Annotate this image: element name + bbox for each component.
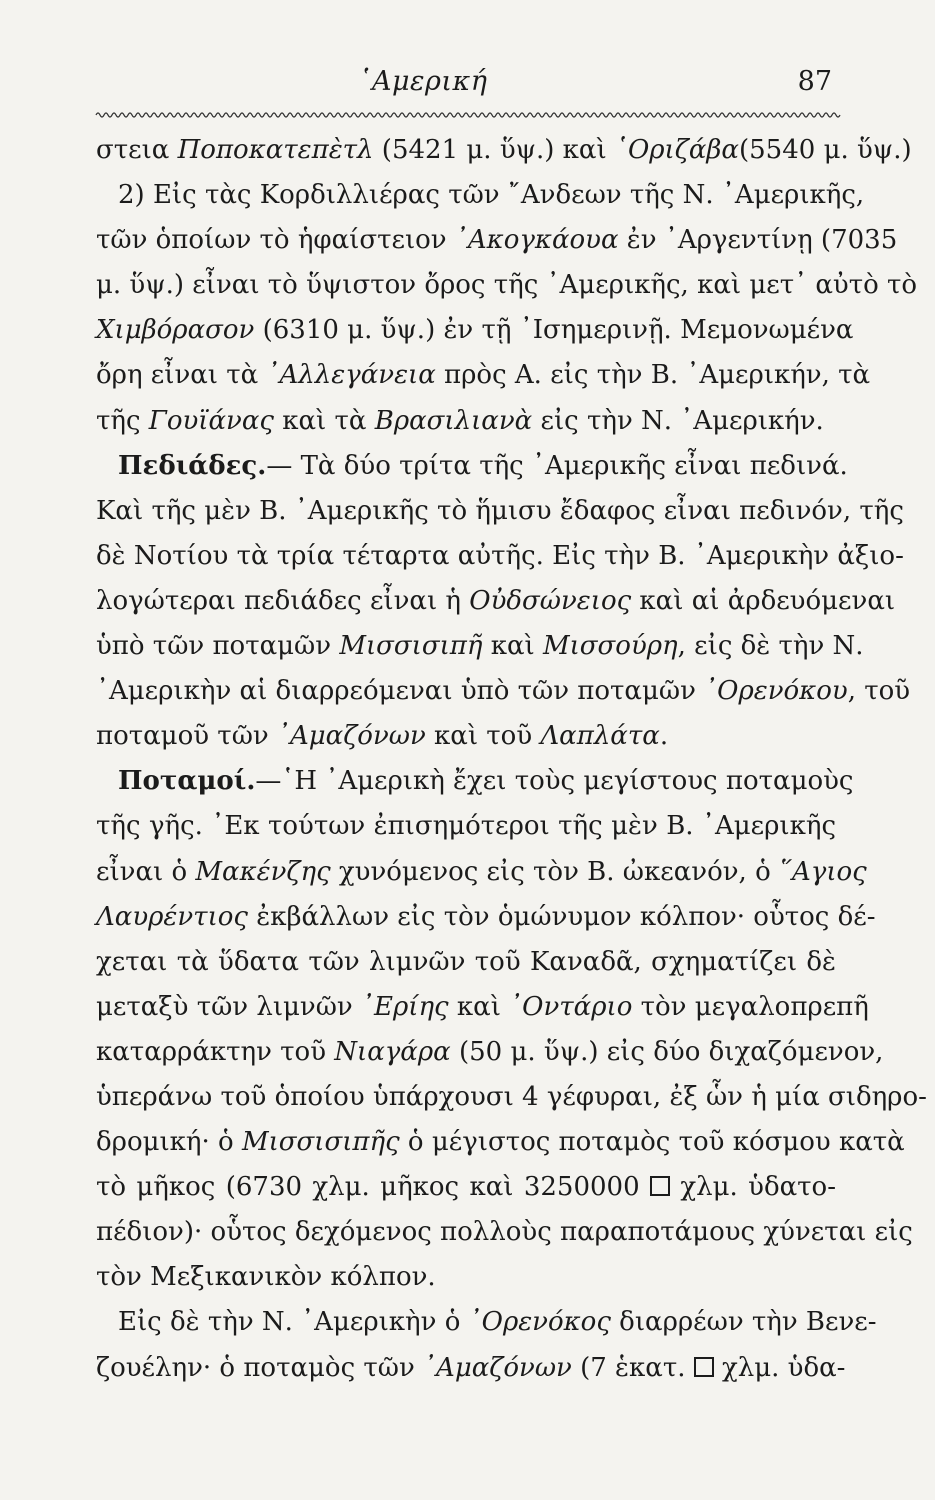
running-title: ῾Αμερική: [358, 66, 488, 97]
text-run: καταρράκτην τοῦ: [96, 1036, 335, 1067]
italic-place-name: Χιμβόρασον: [96, 315, 255, 346]
text-line: [96, 1255, 836, 1300]
text-run: .: [659, 721, 669, 752]
italic-place-name: Μισσισιπῆ: [339, 631, 483, 662]
text-run: καὶ: [482, 631, 543, 662]
italic-place-name: Λαπλάτα: [540, 721, 660, 752]
text-run: τῆς γῆς. ᾿Εκ τούτων ἐπισημότεροι τῆς μὲν Β. ᾿Αμερικῆς: [96, 811, 836, 842]
text-line: [96, 263, 918, 308]
text-run: , τοῦ: [847, 676, 911, 707]
text-line: [96, 895, 876, 940]
text-run: —῾Η ᾿Αμερικὴ ἔχει τοὺς μεγίστους ποταμοὺς: [255, 766, 854, 797]
italic-place-name: ῞Αγιος: [779, 856, 867, 887]
text-run: χλμ. ὑδα-: [713, 1352, 846, 1383]
text-run: — Τὰ δύο τρίτα τῆς ᾿Αμερικῆς εἶναι πεδινά.: [266, 450, 848, 481]
text-line: [96, 128, 912, 173]
text-line: [96, 1346, 846, 1391]
text-run: τὸν μεγαλοπρεπῆ: [632, 991, 869, 1022]
text-run: (50 μ. ὕψ.) εἰς δύο διχαζόμενον,: [450, 1036, 884, 1067]
text-run: λογώτεραι πεδιάδες εἶναι ἡ: [96, 585, 470, 616]
text-run: (5421 μ. ὕψ.) καὶ: [373, 135, 615, 165]
section-heading: Πεδιάδες.: [118, 450, 267, 481]
italic-place-name: Μακένζης: [195, 856, 331, 887]
text-line: [96, 850, 867, 895]
text-run: τὸ μῆκος (6730 χλμ. μῆκος καὶ 3250000: [96, 1172, 651, 1203]
text-run: καὶ αἱ ἀρδευόμεναι: [631, 585, 896, 616]
text-line: [96, 940, 836, 985]
text-run: ὄρη εἶναι τὰ: [96, 360, 267, 391]
italic-place-name: Λαυρέντιος: [96, 901, 248, 932]
text-line: [96, 579, 896, 624]
text-run: ὁ μέγιστος ποταμὸς τοῦ κόσμου κατὰ: [399, 1127, 905, 1158]
text-run: , εἰς δὲ τὴν Ν.: [677, 631, 864, 662]
text-run: εἶναι ὁ: [96, 856, 196, 887]
body-text: [96, 128, 927, 1391]
text-run: χεται τὰ ὕδατα τῶν λιμνῶν τοῦ Καναδᾶ, σχηματίζει δὲ: [96, 946, 836, 977]
square-symbol-icon: [694, 1357, 714, 1377]
text-line: [96, 173, 865, 218]
section-heading: Ποταμοί.: [118, 766, 256, 797]
text-run: διαρρέων τὴν Βενε-: [610, 1307, 877, 1338]
italic-place-name: Ποποκατεπὲτλ: [177, 135, 374, 165]
text-run: ἐν ᾿Αργεντίνῃ (7035: [618, 225, 898, 256]
text-run: Καὶ τῆς μὲν Β. ᾿Αμερικῆς τὸ ἥμισυ ἔδαφος εἶναι πεδινόν, τῆς: [96, 495, 904, 526]
square-symbol-icon: [650, 1176, 670, 1196]
text-run: μ. ὕψ.) εἶναι τὸ ὕψιστον ὄρος τῆς ᾿Αμερικῆς, καὶ μετ᾿ αὐτὸ τὸ: [96, 270, 918, 301]
italic-place-name: Οὐδσώνειος: [469, 585, 632, 616]
text-line: [96, 444, 848, 489]
text-line: [96, 759, 854, 804]
text-run: εἰς τὴν Ν. ᾿Αμερικήν.: [532, 405, 824, 436]
text-line: [96, 399, 836, 444]
text-run: ᾿Αμερικὴν αἱ διαρρεόμεναι ὑπὸ τῶν ποταμῶν: [96, 676, 705, 707]
text-line: [96, 1030, 884, 1075]
italic-place-name: ᾿Οντάριο: [509, 991, 633, 1022]
text-run: πρὸς Α. εἰς τὴν Β. ᾿Αμερικήν, τὰ: [435, 360, 871, 391]
page-number: 87: [797, 66, 832, 97]
text-line: [96, 534, 904, 579]
text-run: τῆς: [96, 405, 149, 436]
italic-place-name: Γουϊάνας: [148, 405, 274, 436]
text-run: 2) Εἰς τὰς Κορδιλλιέρας τῶν ῎Ανδεων τῆς Ν. ᾿Αμερικῆς,: [118, 180, 865, 211]
text-line: [96, 218, 898, 263]
italic-place-name: ῾Οριζάβα: [614, 135, 739, 165]
italic-place-name: Μισσισιπῆς: [241, 1127, 400, 1158]
text-run: ὑπὸ τῶν ποταμῶν: [96, 631, 340, 662]
text-run: πέδιον)· οὗτος δεχόμενος πολλοὺς παραποτάμους χύνεται εἰς: [96, 1217, 913, 1248]
text-line: [96, 985, 869, 1030]
italic-place-name: ᾿Αμαζόνων: [276, 721, 426, 752]
text-run: καὶ τοῦ: [425, 721, 541, 752]
text-line: [96, 804, 836, 849]
text-run: χλμ. ὑδατο-: [670, 1172, 836, 1203]
text-line: [96, 489, 904, 534]
italic-place-name: ᾿Ερίης: [361, 991, 449, 1022]
text-line: [96, 1120, 905, 1165]
text-line: [96, 1165, 836, 1210]
text-run: ὑπεράνω τοῦ ὁποίου ὑπάρχουσι 4 γέφυραι, ἐξ ὧν ἡ μία σιδηρο-: [96, 1081, 927, 1112]
text-run: ζουέλην· ὁ ποταμὸς τῶν: [96, 1352, 424, 1383]
italic-place-name: Μισσούρη: [542, 631, 678, 662]
text-run: Εἰς δὲ τὴν Ν. ᾿Αμερικὴν ὁ: [118, 1307, 469, 1338]
text-line: [96, 1210, 913, 1255]
text-run: δρομική· ὁ: [96, 1127, 242, 1158]
text-run: καὶ τὰ: [273, 405, 375, 436]
text-line: [96, 624, 864, 669]
text-line: [96, 308, 854, 353]
italic-place-name: ᾿Ορενόκου: [704, 676, 848, 707]
italic-place-name: Νιαγάρα: [334, 1036, 451, 1067]
text-line: [96, 353, 871, 398]
text-run: δὲ Νοτίου τὰ τρία τέταρτα αὐτῆς. Εἰς τὴν Β. ᾿Αμερικὴν ἀξιο-: [96, 540, 904, 571]
text-run: τὸν Μεξικανικὸν κόλπον.: [96, 1262, 436, 1293]
text-line: [96, 669, 911, 714]
italic-place-name: Βρασιλιανὰ: [374, 405, 533, 436]
text-run: στεια: [96, 135, 178, 165]
italic-place-name: ᾿Ακογκάουα: [454, 225, 619, 256]
text-run: ἐκβάλλων εἰς τὸν ὁμώνυμον κόλπον· οὗτος δέ-: [247, 901, 876, 932]
page-header: [96, 62, 836, 102]
italic-place-name: ᾿Ορενόκος: [468, 1307, 611, 1338]
italic-place-name: ᾿Αλλεγάνεια: [266, 360, 436, 391]
text-run: (7 ἑκατ.: [571, 1352, 694, 1383]
text-line: [96, 714, 836, 759]
decorative-wavy-rule: [96, 110, 836, 120]
text-run: ποταμοῦ τῶν: [96, 721, 277, 752]
text-line: [96, 1075, 927, 1120]
text-run: (5540 μ. ὕψ.): [739, 135, 912, 165]
text-run: καὶ: [448, 991, 510, 1022]
text-run: (6310 μ. ὕψ.) ἐν τῇ ᾿Ισημερινῇ. Μεμονωμένα: [254, 315, 854, 346]
text-run: μεταξὺ τῶν λιμνῶν: [96, 991, 362, 1022]
text-line: [96, 1300, 877, 1345]
text-run: χυνόμενος εἰς τὸν Β. ὠκεανόν, ὁ: [330, 856, 779, 887]
text-run: τῶν ὁποίων τὸ ἡφαίστειον: [96, 225, 455, 256]
italic-place-name: ᾿Αμαζόνων: [423, 1352, 572, 1383]
